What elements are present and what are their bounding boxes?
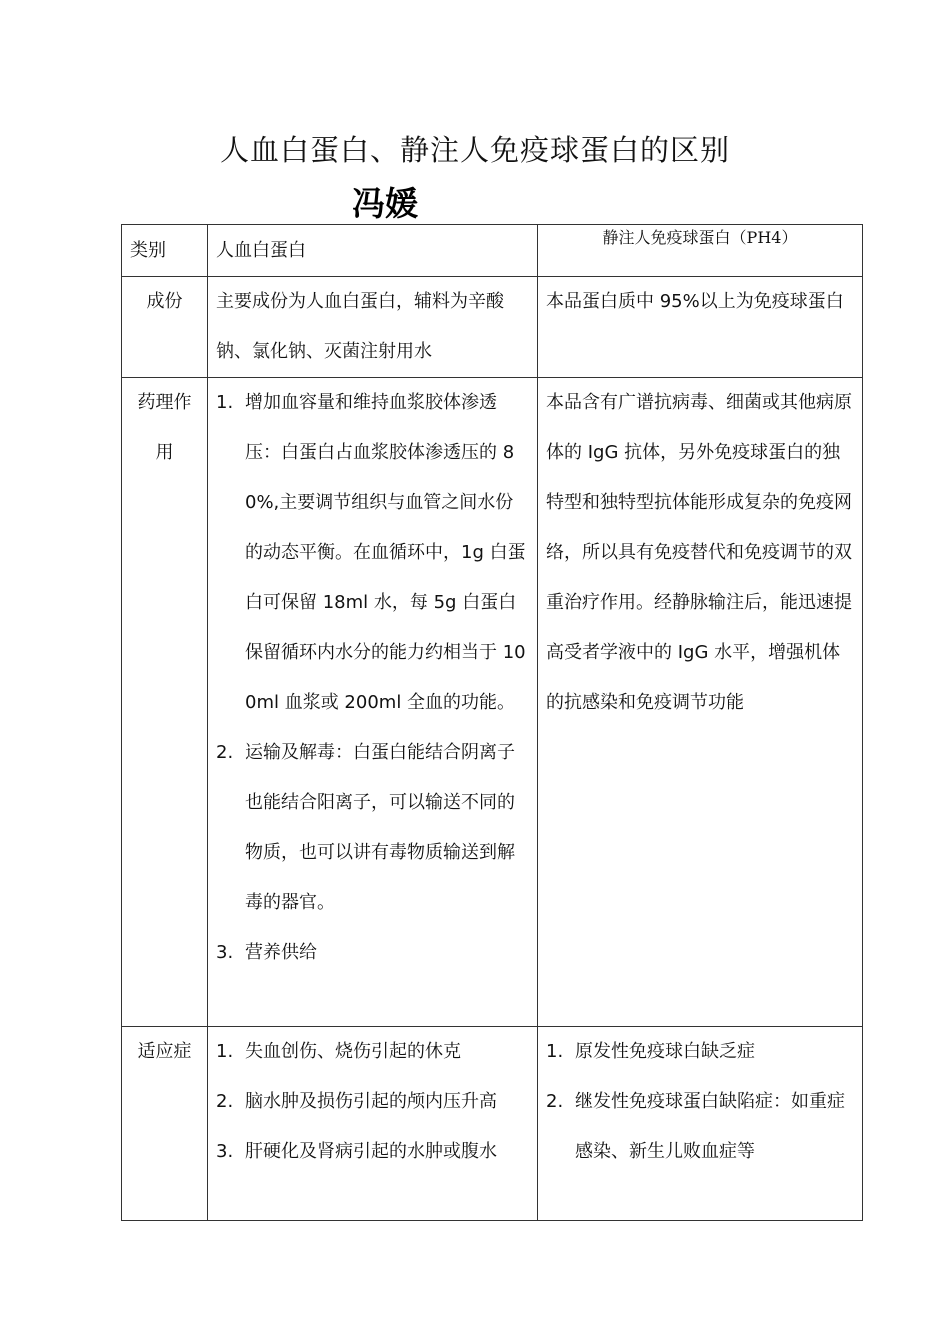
pharmacology-albumin-cell: [208, 378, 538, 1027]
pharmacology-immunoglobulin-cell: 本品含有广谱抗病毒、细菌或其他病原体的 IgG 抗体，另外免疫球蛋白的独特型和独特型抗体能形成复杂的免疫网络，所以具有免疫替代和免疫调节的双重治疗作用。经静脉输注后，能迅速提高受者学液中的 IgG 水平，增强机体的抗感染和免疫调节功能: [538, 378, 863, 1027]
list-item-number: 2.: [216, 1091, 234, 1112]
composition-immunoglobulin-cell: 本品蛋白质中 95%以上为免疫球蛋白: [538, 277, 863, 378]
list-item-number: 1.: [216, 1041, 234, 1062]
list-item-text: 肝硬化及肾病引起的水肿或腹水: [245, 1141, 497, 1162]
list-item-number: 2.: [546, 1091, 564, 1112]
indications-albumin-cell: [208, 1027, 538, 1221]
indications-category-cell: 适应症: [122, 1027, 208, 1221]
list-item-text: 运输及解毒：白蛋白能结合阴离子也能结合阳离子，可以输送不同的物质，也可以讲有毒物质输送到解毒的器官。: [245, 742, 515, 913]
header-albumin-cell: 人血白蛋白: [208, 225, 538, 277]
list-item-number: 3.: [216, 942, 234, 963]
list-item: [546, 1077, 854, 1177]
author-name: 冯媛: [352, 184, 418, 223]
list-item-text: 脑水肿及损伤引起的颅内压升高: [245, 1091, 497, 1112]
list-item: [216, 728, 529, 928]
composition-category-cell: 成份: [122, 277, 208, 378]
document-title: 人血白蛋白、静注人免疫球蛋白的区别: [219, 133, 730, 167]
pharmacology-category-cell: 药理作用: [122, 378, 208, 1027]
list-item-number: 2.: [216, 742, 234, 763]
list-item: [216, 1077, 529, 1127]
list-item: [216, 1027, 529, 1077]
table-row-composition: [122, 277, 863, 378]
table-row-pharmacology: [122, 378, 863, 1027]
list-item-number: 3.: [216, 1141, 234, 1162]
list-item-text: 营养供给: [245, 942, 317, 963]
header-immunoglobulin-cell: 静注人免疫球蛋白（PH4）: [538, 225, 863, 277]
pharmacology-albumin-list: [216, 378, 529, 978]
list-item-number: 1.: [546, 1041, 564, 1062]
indications-albumin-list: [216, 1027, 529, 1177]
list-item: [546, 1027, 854, 1077]
indications-immunoglobulin-cell: [538, 1027, 863, 1221]
list-item-text: 原发性免疫球白缺乏症: [575, 1041, 755, 1062]
list-item-number: 1.: [216, 392, 234, 413]
indications-immunoglobulin-list: [546, 1027, 854, 1177]
table-header-row: [122, 225, 863, 277]
list-item: [216, 378, 529, 728]
list-item-text: 增加血容量和维持血浆胶体渗透压：白蛋白占血浆胶体渗透压的 80%,主要调节组织与血管之间水份的动态平衡。在血循环中，1g 白蛋白可保留 18ml 水，每 5g 白蛋白保留循环内水分的能力约相当于 100ml 血浆或 200ml 全血的功能。: [245, 392, 526, 713]
list-item: [216, 1127, 529, 1177]
list-item: [216, 928, 529, 978]
composition-albumin-cell: 主要成份为人血白蛋白，辅料为辛酸钠、氯化钠、灭菌注射用水: [208, 277, 538, 378]
list-item-text: 失血创伤、烧伤引起的休克: [245, 1041, 461, 1062]
comparison-table: [121, 224, 863, 1221]
list-item-text: 继发性免疫球蛋白缺陷症：如重症感染、新生儿败血症等: [575, 1091, 845, 1162]
table-row-indications: [122, 1027, 863, 1221]
header-category-cell: 类别: [122, 225, 208, 277]
